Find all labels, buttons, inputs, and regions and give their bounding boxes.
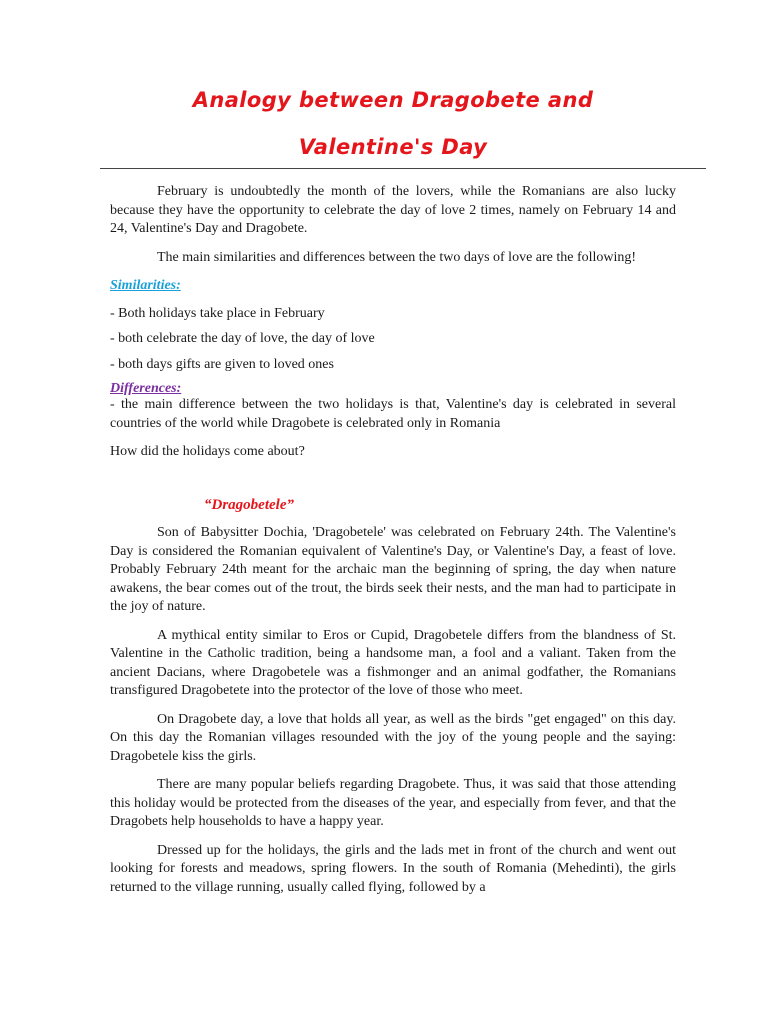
- differences-text: - the main difference between the two holidays is that, Valentine's day is celebrated in several countries of the world while Dragobete is celebrated only in Romania: [110, 397, 676, 431]
- dragobetele-paragraph: There are many popular beliefs regarding Dragobete. Thus, it was said that those attending this holiday would be protected from the diseases of the year, and especially from fever, and that the Dragobets help households to have a happy year.: [110, 777, 676, 829]
- title-divider: [100, 168, 706, 169]
- intro-paragraph-2: The main similarities and differences between the two days of love are the following!: [157, 249, 637, 265]
- dragobetele-heading: “Dragobetele”: [204, 496, 294, 513]
- dragobetele-paragraph: A mythical entity similar to Eros or Cupid, Dragobetele differs from the blandness of St. Valentine in the Catholic tradition, being a handsome man, a fool and a valiant. Taken from the ancient Dacians, where Dragobetele was a fishmonger and an animal godfather, the Romanians transfigured Dragobetete into the protector of the love of those who meet.: [110, 627, 676, 698]
- document-title-line-1: Analogy between Dragobete and: [192, 88, 594, 112]
- dragobetele-paragraph: Son of Babysitter Dochia, 'Dragobetele' was celebrated on February 24th. The Valentine's Day is considered the Romanian equivalent of Valentine's Day, or Valentine's Day, a feast of love. Probably February 24th meant for the archaic man the beginning of spring, the day when nature awakens, the bear comes out of the trout, the birds seek their nests, and the man had to participate in the joy of nature.: [110, 525, 676, 614]
- similarity-item: - both celebrate the day of love, the day of love: [110, 331, 375, 346]
- dragobetele-paragraph: On Dragobete day, a love that holds all year, as well as the birds "get engaged" on this day. On this day the Romanian villages resounded with the joy of the young people and the saying: Dragobetele kiss the girls.: [110, 711, 676, 764]
- document-title-line-2: Valentine's Day: [298, 135, 488, 159]
- dragobetele-paragraph: Dressed up for the holidays, the girls and the lads met in front of the church and went out looking for forests and meadows, spring flowers. In the south of Romania (Mehedinti), the girls returned to the village running, usually called flying, followed by a: [110, 842, 676, 895]
- similarity-item: - both days gifts are given to loved ones: [110, 356, 334, 372]
- differences-heading: Differences:: [110, 381, 182, 396]
- intro-paragraph-1: February is undoubtedly the month of the lovers, while the Romanians are also lucky because they have the opportunity to celebrate the day of love 2 times, namely on February 14 and 24, Valentine's Day and Dragobete.: [110, 184, 676, 236]
- question-line: How did the holidays come about?: [110, 444, 305, 459]
- similarities-heading: Similarities:: [110, 278, 181, 293]
- similarity-item: - Both holidays take place in February: [110, 305, 325, 321]
